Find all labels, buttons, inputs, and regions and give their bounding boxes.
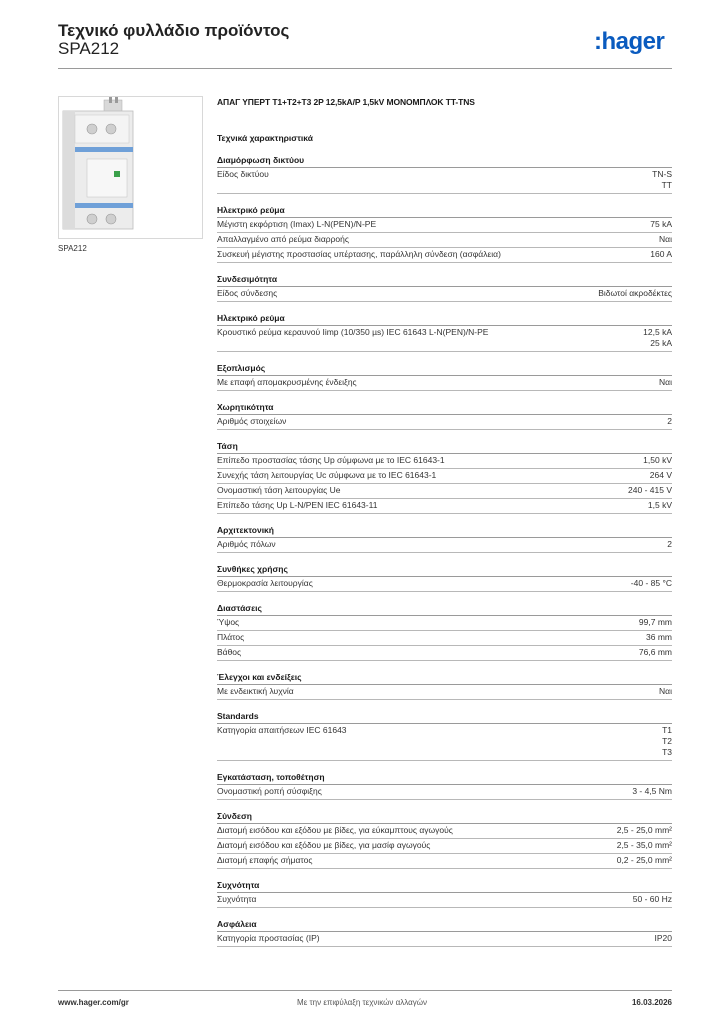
spec-heading: Τεχνικά χαρακτηριστικά xyxy=(217,133,313,143)
spec-label: Κρουστικό ρεύμα κεραυνού Iimp (10/350 µs) IEC 61643 L-N(PEN)/N-PE xyxy=(217,327,489,337)
spec-row xyxy=(217,454,672,469)
spec-value-line: -40 - 85 °C xyxy=(630,578,672,588)
spec-row xyxy=(217,415,672,430)
spec-value xyxy=(662,725,672,758)
spec-section xyxy=(217,440,672,514)
spec-label: Με ενδεικτική λυχνία xyxy=(217,686,294,696)
spec-row xyxy=(217,646,672,661)
spec-row xyxy=(217,538,672,553)
spec-value xyxy=(639,617,672,628)
spec-value xyxy=(643,455,672,466)
spec-value xyxy=(632,786,672,797)
section-title: Εγκατάσταση, τοποθέτηση xyxy=(217,771,672,785)
page-title: Τεχνικό φυλλάδιο προϊόντος xyxy=(58,21,290,40)
spec-section xyxy=(217,810,672,869)
spec-label: Μέγιστη εκφόρτιση (Imax) L-N(PEN)/N-PE xyxy=(217,219,377,229)
spec-value-line: 0,2 - 25,0 mm² xyxy=(616,855,672,865)
section-title: Ηλεκτρικό ρεύμα xyxy=(217,204,672,218)
footer-website[interactable]: www.hager.com/gr xyxy=(58,998,129,1007)
section-title: Διαστάσεις xyxy=(217,602,672,616)
spec-value xyxy=(650,249,672,260)
spec-value xyxy=(650,219,672,230)
spec-value xyxy=(617,825,672,836)
spec-value-line: 240 - 415 V xyxy=(628,485,672,495)
section-title: Έλεγχοι και ενδείξεις xyxy=(217,671,672,685)
spec-value-line: Ναι xyxy=(659,377,672,387)
hager-logo xyxy=(594,27,674,57)
spec-section xyxy=(217,602,672,661)
spec-section xyxy=(217,563,672,592)
spec-row xyxy=(217,724,672,761)
spec-row xyxy=(217,685,672,700)
spec-value xyxy=(628,485,672,496)
spec-value-line: 160 A xyxy=(650,249,672,259)
spec-value-line: 12,5 kA xyxy=(643,327,672,337)
spec-value-line: TN-S xyxy=(652,169,672,179)
spec-value-line: TT xyxy=(661,180,672,190)
section-title: Σύνδεση xyxy=(217,810,672,824)
footer-divider xyxy=(58,990,672,991)
spec-label: Ονομαστική τάση λειτουργίας Ue xyxy=(217,485,341,495)
spec-label: Επίπεδο προστασίας τάσης Up σύμφωνα με το IEC 61643-1 xyxy=(217,455,445,465)
spec-value xyxy=(667,539,672,550)
spec-value-line: 264 V xyxy=(649,470,672,480)
spec-label: Διατομή επαφής σήματος xyxy=(217,855,313,865)
spec-content xyxy=(217,96,672,947)
spec-label: Ύψος xyxy=(217,617,240,627)
section-title: Χωρητικότητα xyxy=(217,401,672,415)
spec-value-line: 2,5 - 25,0 mm² xyxy=(616,825,672,835)
spec-label: Ονομαστική ροπή σύσφιξης xyxy=(217,786,322,796)
spec-section xyxy=(217,524,672,553)
spec-value xyxy=(631,578,672,589)
spec-sections xyxy=(217,154,672,947)
spec-value xyxy=(646,632,672,643)
spec-value xyxy=(617,855,672,866)
spec-label: Με επαφή απομακρυσμένης ένδειξης xyxy=(217,377,357,387)
spec-value xyxy=(639,647,672,658)
spec-value xyxy=(655,933,673,944)
spec-section xyxy=(217,771,672,800)
image-caption: SPA212 xyxy=(58,244,87,253)
spec-value-line: 76,6 mm xyxy=(638,647,672,657)
spec-section xyxy=(217,401,672,430)
spec-value-line: T3 xyxy=(662,747,672,757)
spec-value-line: Ναι xyxy=(659,686,672,696)
spec-row xyxy=(217,326,672,352)
product-code: SPA212 xyxy=(58,39,120,58)
spec-row xyxy=(217,932,672,947)
spec-label: Κατηγορία απαιτήσεων IEC 61643 xyxy=(217,725,347,735)
spec-row xyxy=(217,893,672,908)
spec-section xyxy=(217,204,672,263)
spec-row xyxy=(217,233,672,248)
spec-value-line: T1 xyxy=(662,725,672,735)
spec-value xyxy=(650,470,672,481)
spec-label: Κατηγορία προστασίας (IP) xyxy=(217,933,320,943)
section-title: Ασφάλεια xyxy=(217,918,672,932)
spec-value xyxy=(659,234,672,245)
spec-section xyxy=(217,879,672,908)
spec-value-line: 1,5 kV xyxy=(647,500,672,510)
spec-label: Συσκευή μέγιστης προστασίας υπέρτασης, παράλληλη σύνδεση (ασφάλεια) xyxy=(217,249,501,259)
spec-value xyxy=(617,840,672,851)
spec-row xyxy=(217,168,672,194)
spec-value xyxy=(667,416,672,427)
spec-row xyxy=(217,785,672,800)
spec-label: Θερμοκρασία λειτουργίας xyxy=(217,578,313,588)
spec-value-line: Ναι xyxy=(659,234,672,244)
spec-label: Διατομή εισόδου και εξόδου με βίδες, για εύκαμπτους αγωγούς xyxy=(217,825,453,835)
spec-row xyxy=(217,824,672,839)
footer-note: Με την επιφύλαξη τεχνικών αλλαγών xyxy=(297,998,427,1007)
spec-section xyxy=(217,273,672,302)
spec-value xyxy=(643,327,672,349)
spec-value xyxy=(648,500,672,511)
spec-value-line: 99,7 mm xyxy=(638,617,672,627)
spec-label: Απαλλαγμένο από ρεύμα διαρροής xyxy=(217,234,349,244)
spec-label: Είδος δικτύου xyxy=(217,169,269,179)
spec-row xyxy=(217,469,672,484)
spec-label: Συχνότητα xyxy=(217,894,257,904)
footer-date: 16.03.2026 xyxy=(631,998,672,1007)
section-title: Αρχιτεκτονική xyxy=(217,524,672,538)
spec-label: Αριθμός στοιχείων xyxy=(217,416,287,426)
spec-value-line: T2 xyxy=(662,736,672,746)
spec-row xyxy=(217,287,672,302)
spec-value-line: Βιδωτοί ακροδέκτες xyxy=(598,288,672,298)
spec-value-line: IP20 xyxy=(654,933,672,943)
spec-row xyxy=(217,839,672,854)
spec-row xyxy=(217,854,672,869)
spec-row xyxy=(217,484,672,499)
spec-value-line: 3 - 4,5 Nm xyxy=(632,786,672,796)
spec-label: Πλάτος xyxy=(217,632,245,642)
spec-row xyxy=(217,616,672,631)
spec-value xyxy=(633,894,672,905)
spec-section xyxy=(217,312,672,352)
product-title: ΑΠΑΓ ΥΠΕΡΤ T1+T2+T3 2P 12,5kA/P 1,5kV ΜΟΝΟΜΠΛΟΚ TT-TNS xyxy=(217,97,475,107)
spec-row xyxy=(217,577,672,592)
spec-value-line: 75 kA xyxy=(650,219,672,229)
spec-value xyxy=(659,377,672,388)
spec-row xyxy=(217,218,672,233)
spec-section xyxy=(217,362,672,391)
spec-label: Είδος σύνδεσης xyxy=(217,288,278,298)
spec-value-line: 36 mm xyxy=(646,632,672,642)
spec-value-line: 2 xyxy=(667,416,672,426)
spec-row xyxy=(217,248,672,263)
section-title: Συνδεσιμότητα xyxy=(217,273,672,287)
spec-value-line: 50 - 60 Hz xyxy=(632,894,672,904)
spec-value-line: 25 kA xyxy=(650,338,672,348)
spec-label: Διατομή εισόδου και εξόδου με βίδες, για μασίφ αγωγούς xyxy=(217,840,431,850)
spec-section xyxy=(217,671,672,700)
spec-row xyxy=(217,631,672,646)
spec-section xyxy=(217,710,672,761)
spec-section xyxy=(217,918,672,947)
section-title: Τάση xyxy=(217,440,672,454)
section-title: Διαμόρφωση δικτύου xyxy=(217,154,672,168)
spec-label: Αριθμός πόλων xyxy=(217,539,276,549)
svg-text::hager: :hager xyxy=(594,28,665,55)
spec-value-line: 2,5 - 35,0 mm² xyxy=(616,840,672,850)
section-title: Συχνότητα xyxy=(217,879,672,893)
spec-value-line: 2 xyxy=(667,539,672,549)
spec-row xyxy=(217,376,672,391)
section-title: Συνθήκες χρήσης xyxy=(217,563,672,577)
spec-label: Επίπεδο τάσης Up L-N/PEN IEC 61643-11 xyxy=(217,500,378,510)
header-divider xyxy=(58,68,672,69)
product-image xyxy=(58,96,203,239)
spec-value-line: 1,50 kV xyxy=(643,455,672,465)
section-title: Εξοπλισμός xyxy=(217,362,672,376)
spec-row xyxy=(217,499,672,514)
spec-value xyxy=(659,686,672,697)
spec-value xyxy=(652,169,672,191)
section-title: Ηλεκτρικό ρεύμα xyxy=(217,312,672,326)
spec-value xyxy=(598,288,672,299)
spec-label: Βάθος xyxy=(217,647,242,657)
section-title: Standards xyxy=(217,710,672,724)
spec-label: Συνεχής τάση λειτουργίας Uc σύμφωνα με το IEC 61643-1 xyxy=(217,470,437,480)
spec-section xyxy=(217,154,672,194)
